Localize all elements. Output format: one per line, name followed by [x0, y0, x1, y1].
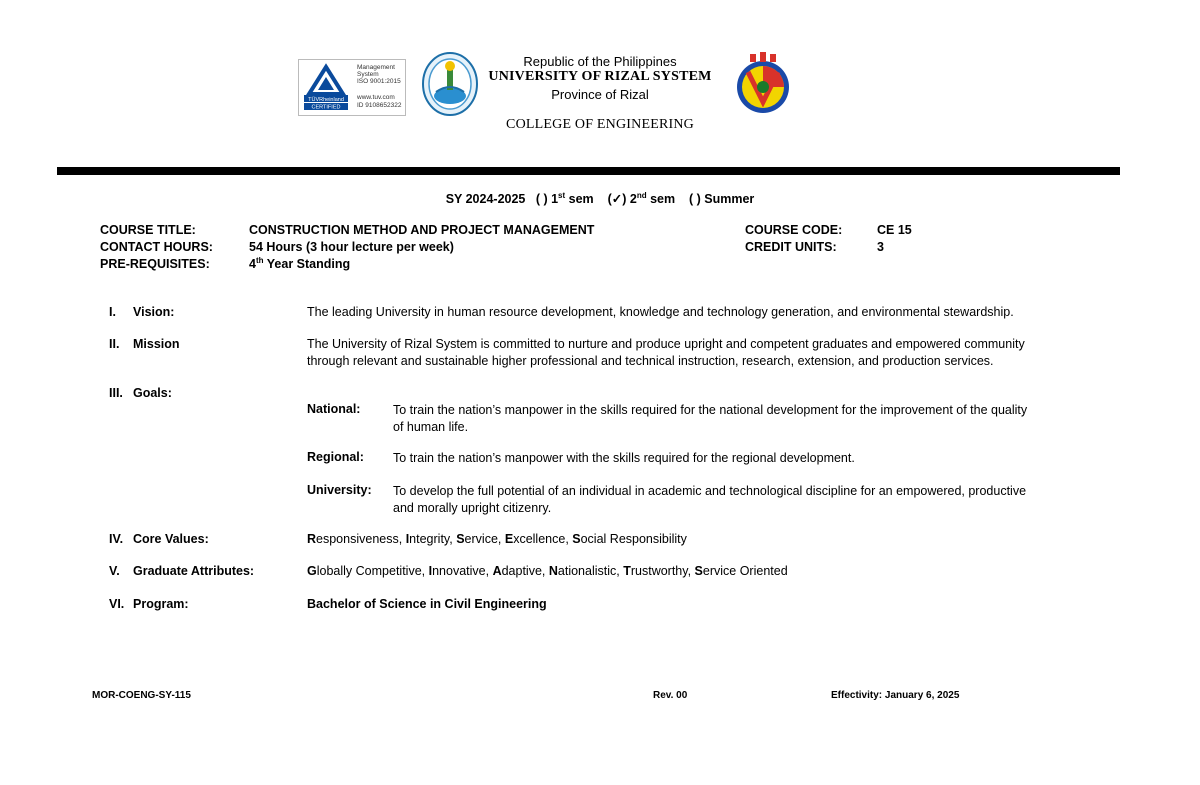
goal-university-label: University: — [307, 483, 372, 497]
prerequisites-label: PRE-REQUISITES: — [100, 257, 210, 271]
graduate-attributes-label: Graduate Attributes: — [133, 564, 255, 578]
goal-national-label: National: — [307, 402, 361, 416]
graduate-attribute: Nationalistic — [548, 564, 617, 578]
graduate-attributes-list: Globally Competitive, Innovative, Adaptive, Nationalistic, Trustworthy, Service Oriented — [307, 564, 788, 578]
cert-line-2: System — [357, 71, 379, 78]
contact-hours-label: CONTACT HOURS: — [100, 240, 213, 254]
core-values-label: Core Values: — [133, 532, 209, 546]
tuv-brand: TÜVRheinland — [308, 97, 344, 103]
credit-units-value: 3 — [877, 240, 884, 254]
mission-number: II. — [109, 337, 120, 351]
iso-certification-badge — [298, 59, 406, 116]
contact-hours-value: 54 Hours (3 hour lecture per week) — [249, 240, 454, 254]
graduate-attribute: Service Oriented — [694, 564, 788, 578]
course-code-label: COURSE CODE: — [745, 223, 843, 237]
college-name: COLLEGE OF ENGINEERING — [506, 117, 694, 132]
province-label: Province of Rizal — [551, 87, 649, 102]
graduate-attribute: Globally Competitive — [307, 564, 422, 578]
graduate-attributes-number: V. — [109, 564, 120, 578]
vision-number: I. — [109, 305, 116, 319]
mission-line-2: through relevant and sustainable higher professional and technical instruction, research, extension, and production services. — [307, 354, 994, 368]
goals-label: Goals: — [133, 386, 172, 400]
goal-regional-label: Regional: — [307, 450, 364, 464]
core-value: Social Responsibility — [572, 532, 687, 546]
course-code-value: CE 15 — [877, 223, 912, 237]
effectivity-date: Effectivity: January 6, 2025 — [831, 690, 960, 701]
summer-option: ( ) Summer — [689, 192, 755, 206]
course-title-label: COURSE TITLE: — [100, 223, 196, 237]
cert-line-1: Management — [357, 64, 395, 71]
program-name: Bachelor of Science in Civil Engineering — [307, 597, 547, 611]
revision-number: Rev. 00 — [653, 690, 688, 701]
goal-university-line-2: and morally upright citizenry. — [393, 501, 552, 515]
goals-number: III. — [109, 386, 123, 400]
graduate-attribute: Trustworthy — [623, 564, 688, 578]
university-name: UNIVERSITY OF RIZAL SYSTEM — [488, 69, 712, 84]
prerequisites-value: 4th Year Standing — [249, 255, 351, 271]
goal-national-line-1: To train the nation’s manpower in the skills required for the national development for the improvement of the quality — [393, 403, 1028, 417]
graduate-attribute: Adaptive — [492, 564, 542, 578]
credit-units-label: CREDIT UNITS: — [745, 240, 837, 254]
document-code: MOR-COENG-SY-115 — [92, 690, 191, 701]
cert-line-3: ISO 9001:2015 — [357, 78, 401, 85]
course-title-value: CONSTRUCTION METHOD AND PROJECT MANAGEMENT — [249, 223, 595, 237]
core-values-list: Responsiveness, Integrity, Service, Excellence, Social Responsibility — [307, 532, 687, 546]
school-year: SY 2024-2025 — [445, 192, 526, 206]
core-value: Excellence — [504, 532, 566, 546]
republic-label: Republic of the Philippines — [523, 54, 677, 69]
goal-regional-text: To train the nation’s manpower with the skills required for the regional development. — [393, 451, 855, 465]
graduate-attribute: Innovative — [428, 564, 486, 578]
cert-line-4: www.tuv.com — [357, 94, 395, 101]
first-sem-option: ( ) 1st sem — [535, 190, 594, 206]
core-value: Integrity — [405, 532, 450, 546]
tuv-certified: CERTIFIED — [311, 104, 341, 111]
vision-label: Vision: — [133, 305, 175, 319]
goal-national-line-2: of human life. — [393, 420, 469, 434]
cert-line-5: ID 9108652322 — [357, 102, 402, 109]
core-value: Service — [456, 532, 498, 546]
tuv-logo — [301, 62, 351, 111]
core-values-number: IV. — [109, 532, 124, 546]
vision-text: The leading University in human resource development, knowledge and technology generation, and environmental stewardship. — [307, 305, 1014, 319]
program-label: Program: — [133, 597, 189, 611]
mission-line-1: The University of Rizal System is committed to nurture and produce upright and competent graduates and empowered community — [307, 337, 1025, 351]
program-number: VI. — [109, 597, 125, 611]
core-value: Responsiveness — [307, 532, 399, 546]
mission-label: Mission — [133, 337, 180, 351]
header-divider — [57, 167, 1120, 175]
goal-university-line-1: To develop the full potential of an individual in academic and technological discipline for an empowered, productive — [393, 484, 1027, 498]
second-sem-option: (✓) 2nd sem — [607, 190, 676, 206]
semester-line — [0, 191, 1200, 206]
